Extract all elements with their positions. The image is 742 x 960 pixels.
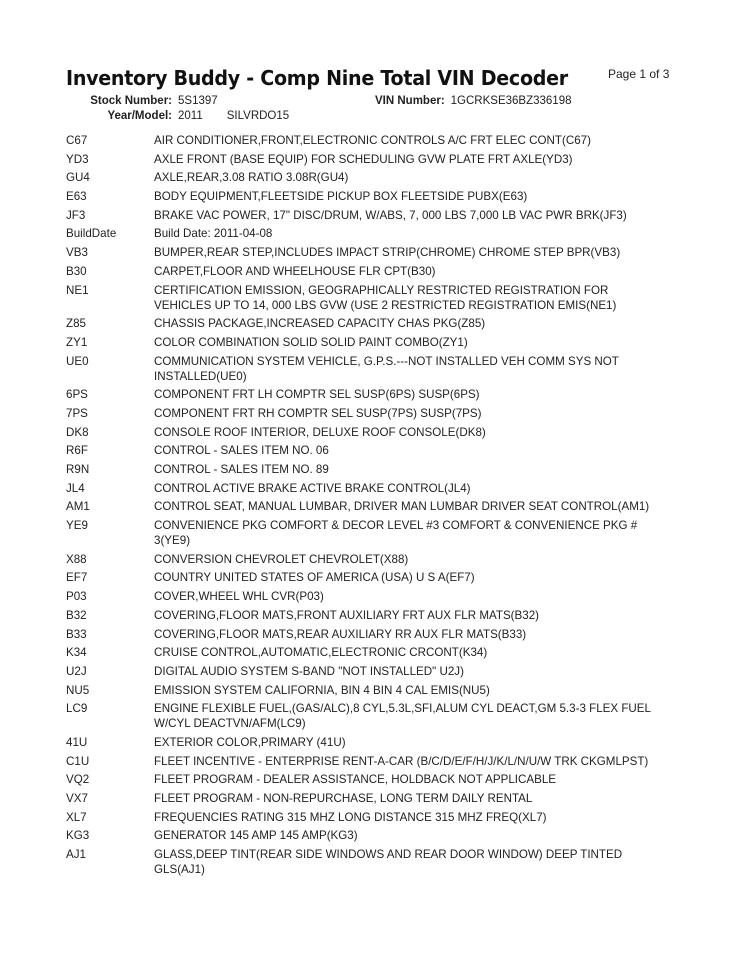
vin-number-field xyxy=(375,95,571,107)
option-code: KG3 xyxy=(66,829,90,843)
option-description: ENGINE FLEXIBLE FUEL,(GAS/ALC),8 CYL,5.3L,SFI,ALUM CYL DEACT,GM 5.3-3 FLEX FUEL W/CYL DEACTVN/AFM(LC9) xyxy=(154,702,651,731)
option-description: BUMPER,REAR STEP,INCLUDES IMPACT STRIP(CHROME) CHROME STEP BPR(VB3) xyxy=(154,246,621,260)
option-row xyxy=(66,264,706,279)
option-description: COMPONENT FRT LH COMPTR SEL SUSP(6PS) SUSP(6PS) xyxy=(154,388,480,402)
option-row xyxy=(66,354,706,384)
option-row xyxy=(66,791,706,806)
option-row xyxy=(66,499,706,514)
option-row xyxy=(66,589,706,604)
option-row xyxy=(66,170,706,185)
option-code: YE9 xyxy=(66,519,88,533)
option-code: ZY1 xyxy=(66,335,88,349)
option-code: VX7 xyxy=(66,792,88,805)
option-code: BuildDate xyxy=(66,227,117,241)
option-description: CONVERSION CHEVROLET CHEVROLET(X88) xyxy=(154,552,409,566)
option-row xyxy=(66,570,706,585)
year-model-label: Year/Model: xyxy=(107,110,172,122)
option-code: 6PS xyxy=(66,388,88,402)
option-description: COMPONENT FRT RH COMPTR SEL SUSP(7PS) SUSP(7PS) xyxy=(154,406,482,420)
option-code: C1U xyxy=(66,754,90,768)
option-description: CHASSIS PACKAGE,INCREASED CAPACITY CHAS PKG(Z85) xyxy=(154,317,486,331)
option-description: CERTIFICATION EMISSION, GEOGRAPHICALLY RESTRICTED REGISTRATION FOR VEHICLES UP TO 14, 000 LBS GVW (USE 2 RESTRICTED REGISTRATION EMIS(NE1) xyxy=(154,283,617,312)
option-code: UE0 xyxy=(66,354,89,368)
option-row xyxy=(66,226,706,241)
option-row xyxy=(66,152,706,167)
option-code: AM1 xyxy=(66,500,90,514)
option-description: EXTERIOR COLOR,PRIMARY (41U) xyxy=(154,735,346,749)
option-code: AJ1 xyxy=(66,848,86,862)
option-description: FLEET PROGRAM - NON-REPURCHASE, LONG TERM DAILY RENTAL xyxy=(154,792,533,805)
option-code: VB3 xyxy=(66,246,88,260)
option-row xyxy=(66,847,706,877)
option-description: GENERATOR 145 AMP 145 AMP(KG3) xyxy=(154,829,358,843)
option-row xyxy=(66,552,706,567)
option-description: CONVENIENCE PKG COMFORT & DECOR LEVEL #3 COMFORT & CONVENIENCE PKG # 3(YE9) xyxy=(154,519,638,548)
option-row xyxy=(66,335,706,350)
option-description: FREQUENCIES RATING 315 MHZ LONG DISTANCE 315 MHZ FREQ(XL7) xyxy=(154,810,547,824)
option-row xyxy=(66,133,706,148)
option-row xyxy=(66,189,706,204)
option-description: CONTROL ACTIVE BRAKE ACTIVE BRAKE CONTROL(JL4) xyxy=(154,481,471,495)
year-value: 2011 xyxy=(178,110,203,122)
option-description: CARPET,FLOOR AND WHEELHOUSE FLR CPT(B30) xyxy=(154,264,436,278)
option-row xyxy=(66,208,706,223)
option-row xyxy=(66,754,706,769)
option-description: CONTROL - SALES ITEM NO. 89 xyxy=(154,463,329,476)
option-code: JF3 xyxy=(66,208,86,222)
option-list xyxy=(66,133,706,881)
option-description: AXLE,REAR,3.08 RATIO 3.08R(GU4) xyxy=(154,171,349,185)
option-code: R9N xyxy=(66,463,90,476)
page-title: Inventory Buddy - Comp Nine Total VIN Decoder xyxy=(66,66,568,90)
stock-number-value: 5S1397 xyxy=(178,95,218,107)
stock-number-field xyxy=(88,95,218,107)
option-code: E63 xyxy=(66,190,87,204)
option-description: COVER,WHEEL WHL CVR(P03) xyxy=(154,590,324,604)
option-code: X88 xyxy=(66,552,87,566)
option-code: NE1 xyxy=(66,283,89,297)
option-description: EMISSION SYSTEM CALIFORNIA, BIN 4 BIN 4 CAL EMIS(NU5) xyxy=(154,683,490,697)
option-code: 41U xyxy=(66,735,88,749)
option-row xyxy=(66,316,706,331)
option-code: NU5 xyxy=(66,683,90,697)
option-code: B30 xyxy=(66,264,87,278)
option-description: BODY EQUIPMENT,FLEETSIDE PICKUP BOX FLEETSIDE PUBX(E63) xyxy=(154,190,528,204)
option-code: EF7 xyxy=(66,571,88,585)
vin-number-label: VIN Number: xyxy=(375,95,445,107)
option-row xyxy=(66,772,706,787)
option-description: BRAKE VAC POWER, 17" DISC/DRUM, W/ABS, 7, 000 LBS 7,000 LB VAC PWR BRK(JF3) xyxy=(154,208,627,222)
option-description: Build Date: 2011-04-08 xyxy=(154,227,273,241)
option-code: DK8 xyxy=(66,425,89,439)
option-code: B32 xyxy=(66,608,87,622)
option-row xyxy=(66,701,706,731)
option-description: COVERING,FLOOR MATS,REAR AUXILIARY RR AUX FLR MATS(B33) xyxy=(154,627,527,641)
option-row xyxy=(66,828,706,843)
option-row xyxy=(66,283,706,313)
option-description: CONTROL SEAT, MANUAL LUMBAR, DRIVER MAN LUMBAR DRIVER SEAT CONTROL(AM1) xyxy=(154,500,650,514)
option-row xyxy=(66,735,706,750)
option-description: CONTROL - SALES ITEM NO. 06 xyxy=(154,444,329,458)
year-model-field xyxy=(88,110,289,122)
option-row xyxy=(66,245,706,260)
option-code: YD3 xyxy=(66,152,89,166)
option-row xyxy=(66,481,706,496)
option-row xyxy=(66,608,706,623)
option-description: CRUISE CONTROL,AUTOMATIC,ELECTRONIC CRCONT(K34) xyxy=(154,646,488,660)
option-description: FLEET PROGRAM - DEALER ASSISTANCE, HOLDBACK NOT APPLICABLE xyxy=(154,773,557,787)
option-code: XL7 xyxy=(66,810,87,824)
option-row xyxy=(66,810,706,825)
option-code: C67 xyxy=(66,134,88,147)
option-code: VQ2 xyxy=(66,773,90,787)
option-code: P03 xyxy=(66,590,87,604)
option-code: JL4 xyxy=(66,481,85,495)
option-description: CONSOLE ROOF INTERIOR, DELUXE ROOF CONSOLE(DK8) xyxy=(154,425,486,439)
option-description: COMMUNICATION SYSTEM VEHICLE, G.P.S.---NOT INSTALLED VEH COMM SYS NOT INSTALLED(UE0) xyxy=(154,354,619,383)
option-description: COVERING,FLOOR MATS,FRONT AUXILIARY FRT AUX FLR MATS(B32) xyxy=(154,608,540,622)
option-row xyxy=(66,443,706,458)
option-row xyxy=(66,387,706,402)
option-code: K34 xyxy=(66,646,87,660)
option-row xyxy=(66,683,706,698)
option-code: Z85 xyxy=(66,317,86,331)
option-row xyxy=(66,664,706,679)
option-code: 7PS xyxy=(66,406,88,420)
option-code: B33 xyxy=(66,627,87,641)
option-code: LC9 xyxy=(66,702,88,716)
vin-number-value: 1GCRKSE36BZ336198 xyxy=(450,95,572,107)
option-description: AXLE FRONT (BASE EQUIP) FOR SCHEDULING GVW PLATE FRT AXLE(YD3) xyxy=(154,152,573,166)
model-value: SILVRDO15 xyxy=(226,110,290,122)
option-description: COLOR COMBINATION SOLID SOLID PAINT COMBO(ZY1) xyxy=(154,335,468,349)
option-row xyxy=(66,462,706,477)
option-description: COUNTRY UNITED STATES OF AMERICA (USA) U S A(EF7) xyxy=(154,571,475,585)
option-description: GLASS,DEEP TINT(REAR SIDE WINDOWS AND REAR DOOR WINDOW) DEEP TINTED GLS(AJ1) xyxy=(154,848,623,877)
option-code: U2J xyxy=(66,664,87,678)
option-row xyxy=(66,518,706,548)
option-code: R6F xyxy=(66,444,88,458)
option-description: FLEET INCENTIVE - ENTERPRISE RENT-A-CAR (B/C/D/E/F/H/J/K/L/N/U/W TRK CKGMLPST) xyxy=(154,754,649,768)
option-row xyxy=(66,645,706,660)
page-number: Page 1 of 3 xyxy=(608,67,670,81)
option-row xyxy=(66,627,706,642)
option-description: AIR CONDITIONER,FRONT,ELECTRONIC CONTROLS A/C FRT ELEC CONT(C67) xyxy=(154,134,591,147)
stock-number-label: Stock Number: xyxy=(90,95,172,107)
option-row xyxy=(66,425,706,440)
option-row xyxy=(66,406,706,421)
option-description: DIGITAL AUDIO SYSTEM S-BAND "NOT INSTALLED" U2J) xyxy=(154,664,464,678)
option-code: GU4 xyxy=(66,171,90,185)
